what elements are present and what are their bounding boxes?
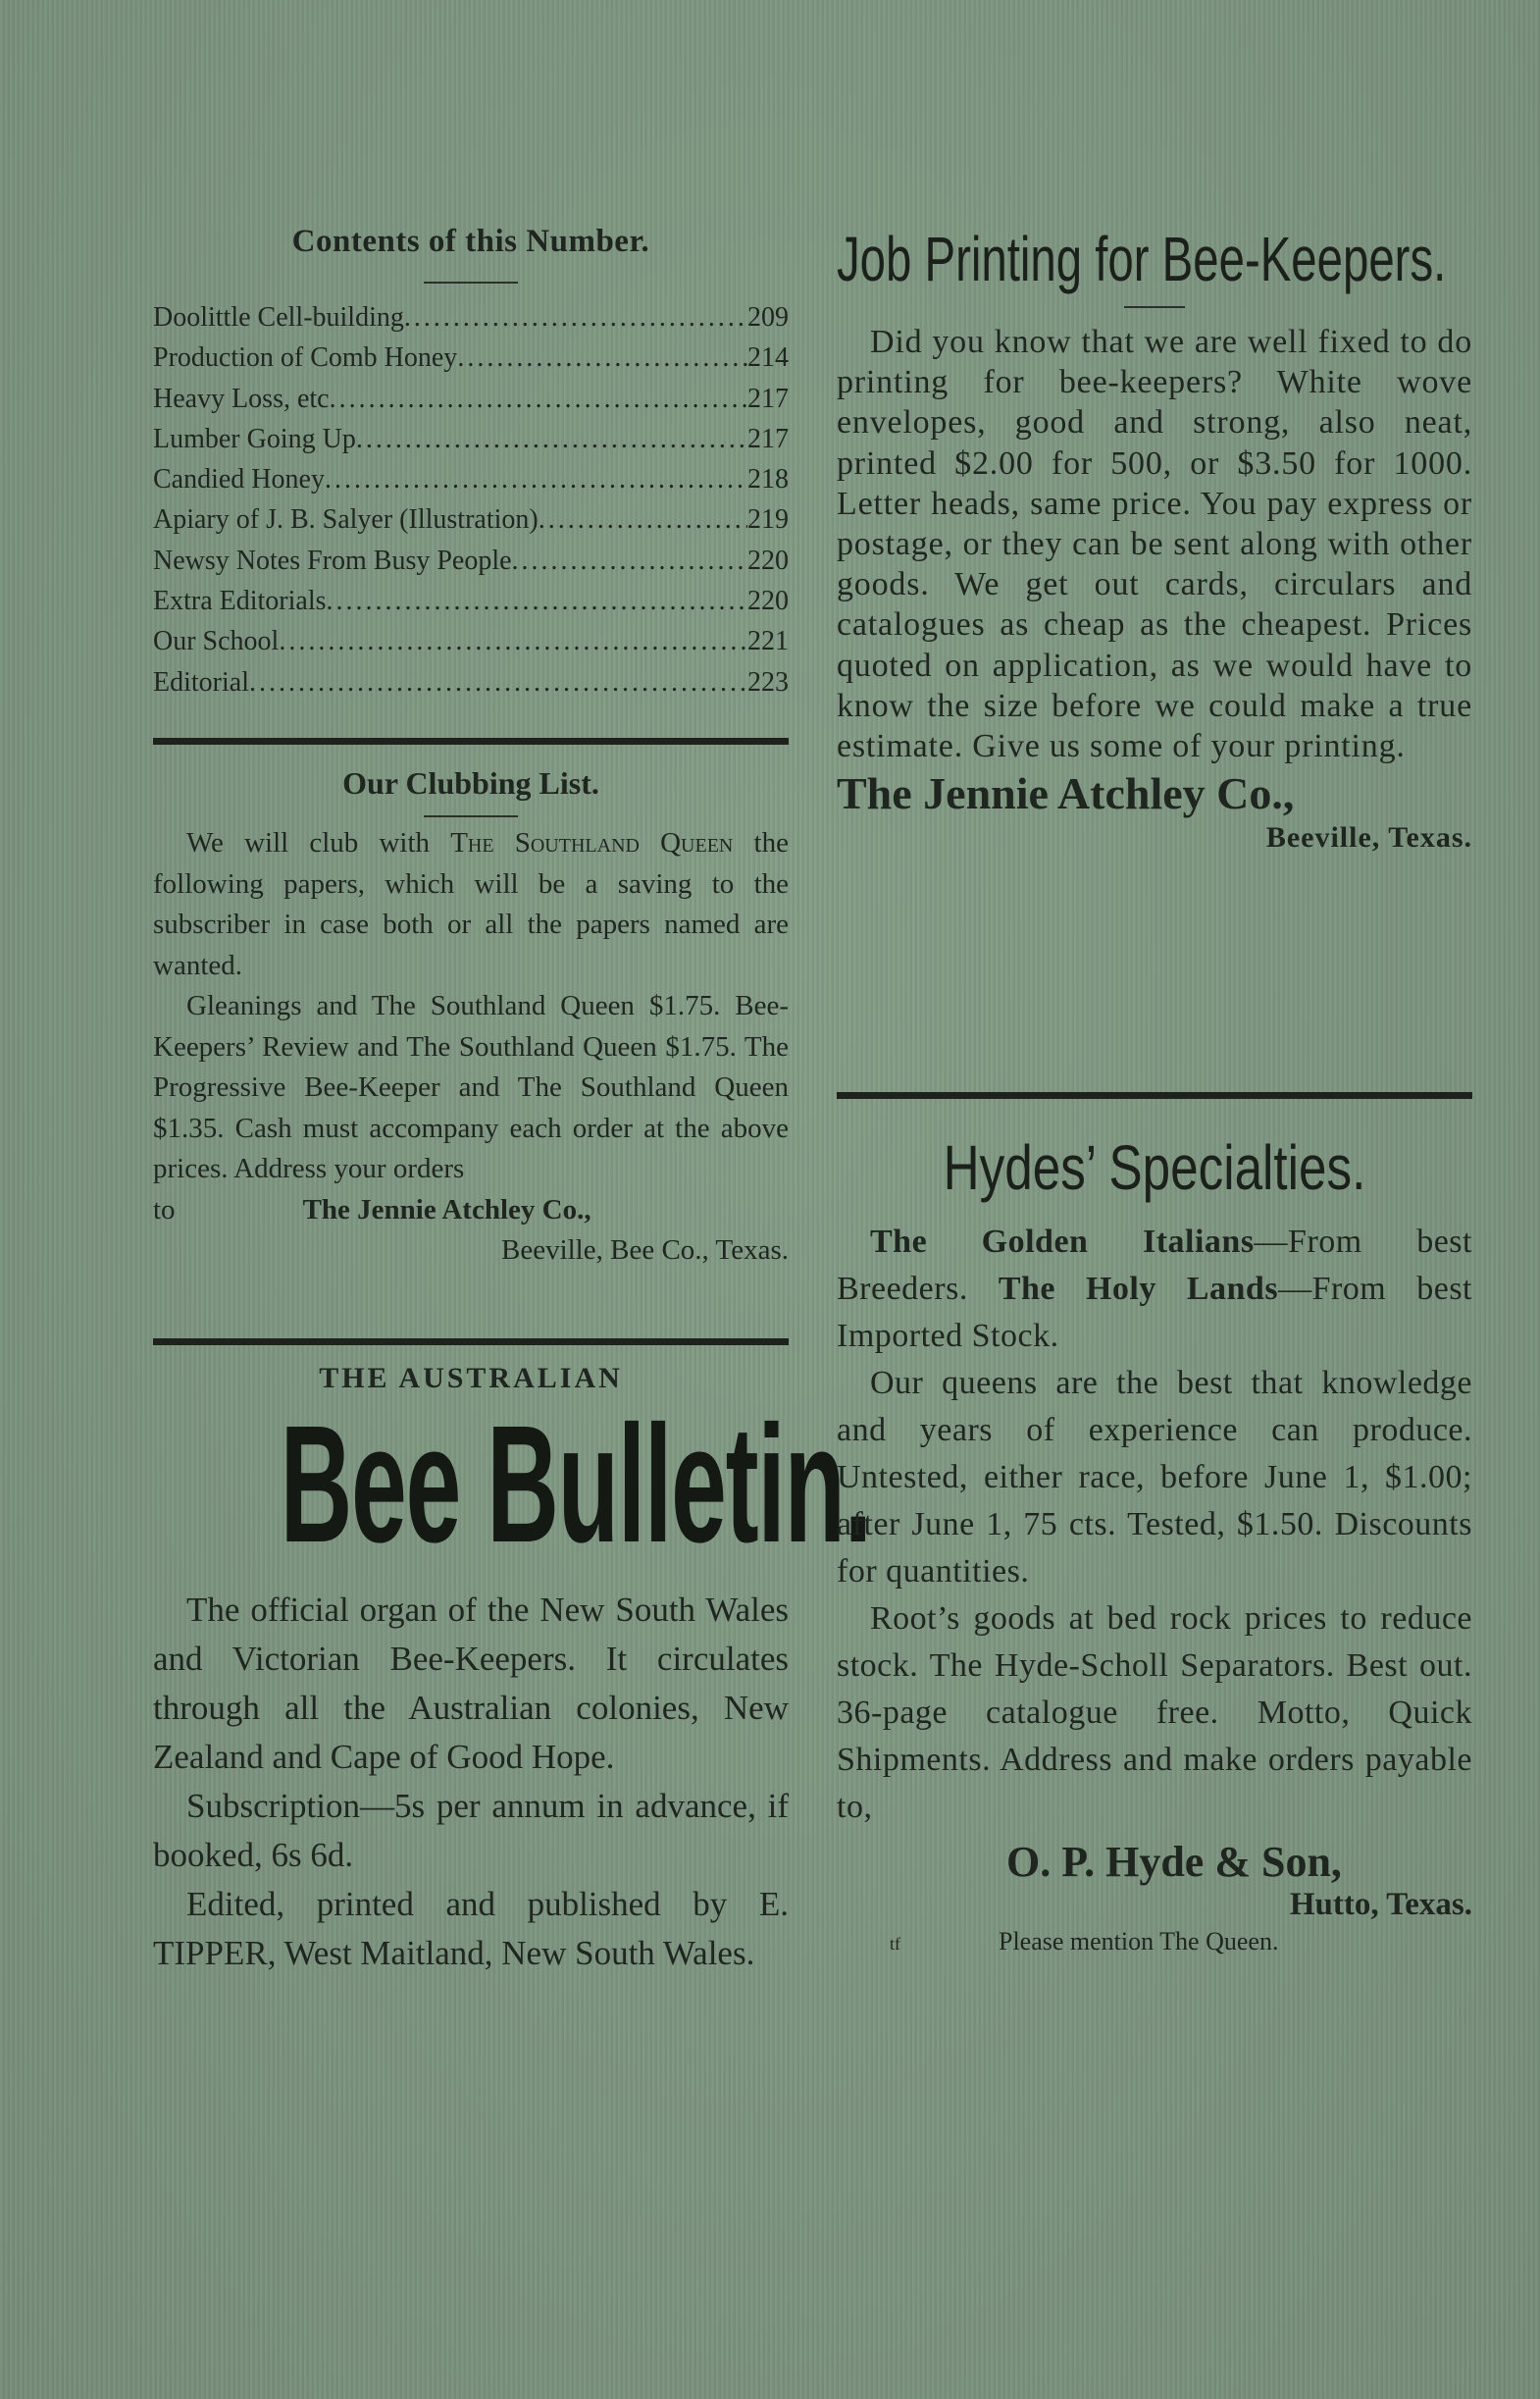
leader-dots (539, 499, 747, 540)
clubbing-to-line (153, 1190, 789, 1231)
contents-item-page: 220 (747, 545, 789, 576)
short-divider (1124, 306, 1185, 308)
contents-list (153, 297, 789, 703)
section-divider (837, 1092, 1472, 1099)
hydes-queens: Our queens are the best that knowledge and years of experience can produce. Untested, either race, before June 1, $1.00; after June 1, 75 cts. Tested, $1.50. Discounts for quantities. (837, 1365, 1472, 1590)
contents-item-page: 209 (747, 302, 789, 333)
job-printing-company: The Jennie Atchley Co., (837, 768, 1295, 819)
contents-row (153, 419, 789, 459)
leader-dots (512, 541, 747, 581)
contents-item-page: 217 (747, 423, 789, 454)
mention-note: Please mention The Queen. (999, 1927, 1279, 1956)
australian-description: The official organ of the New South Wales and Victorian Bee-Keepers. It circulates through all the Australian colonies, New Zealand and Cape of Good Hope. (153, 1591, 789, 1776)
contents-item-page: 218 (747, 464, 789, 495)
contents-item-label: Heavy Loss, etc (153, 383, 330, 414)
contents-row (153, 581, 789, 621)
australian-section (153, 1362, 871, 1978)
hydes-goods: Root’s goods at bed rock prices to reduce stock. The Hyde-Scholl Separators. Best out. 36-page catalogue free. Motto, Quick Shipments. Address and make orders payable to, (837, 1600, 1472, 1825)
job-printing-location: Beeville, Texas. (1265, 821, 1472, 855)
hydes-section (837, 1132, 1473, 1956)
contents-row (153, 379, 789, 419)
contents-item-label: Production of Comb Honey (153, 342, 458, 374)
contents-row (153, 499, 789, 540)
contents-item-page: 223 (747, 666, 789, 698)
contents-section (153, 224, 789, 703)
australian-kicker: THE AUSTRALIAN (319, 1362, 623, 1394)
leader-dots (330, 379, 747, 419)
to-word: to (153, 1193, 176, 1226)
clubbing-section (153, 765, 789, 1272)
golden-italians: The Golden Italians (870, 1224, 1255, 1260)
leader-dots (249, 662, 747, 703)
holy-lands: The Holy Lands (998, 1271, 1279, 1307)
hydes-company: O. P. Hyde & Son, (1006, 1838, 1342, 1886)
contents-item-label: Extra Editorials (153, 586, 327, 617)
contents-item-page: 221 (747, 626, 789, 657)
contents-row (153, 338, 789, 378)
contents-item-label: Editorial (153, 666, 249, 698)
section-divider (153, 1338, 789, 1345)
job-printing-title: Job Printing for Bee-Keepers. (837, 224, 1447, 294)
clubbing-address: Beeville, Bee Co., Texas. (500, 1234, 789, 1266)
clubbing-prices: Gleanings and The Southland Queen $1.75. Bee-Keepers’ Review and The Southland Queen $1.75. The Progressive Bee-Keeper and The Southland Queen $1.35. Cash must accompany each order at the above prices. Address your orders (153, 990, 789, 1184)
clubbing-intro-text-2: the following papers, which will be a saving to the subscriber in case both or all the papers named are wanted. (153, 827, 789, 981)
contents-item-label: Newsy Notes From Busy People (153, 545, 512, 576)
contents-item-label: Our School (153, 626, 280, 657)
short-divider (424, 282, 518, 284)
australian-subscription: Subscription—5s per annum in advance, if booked, 6s 6d. (153, 1787, 789, 1874)
hydes-location: Hutto, Texas. (1289, 1887, 1472, 1922)
short-divider (424, 815, 518, 817)
leader-dots (356, 419, 747, 459)
contents-item-label: Lumber Going Up (153, 423, 356, 454)
hydes-breeds (837, 1219, 1472, 1360)
job-printing-body: Did you know that we are well fixed to do printing for bee-keepers? White wove envelopes, good and strong, also neat, printed $2.00 for 500, or $3.50 for 1000. Letter heads, same price. You pay express or postage, or they can be sent along with other goods. We get out cards, circulars and catalogues as cheap as the cheapest. Prices quoted on application, as we would have to know the size before we could make a true estimate. Give us some of your printing. (837, 324, 1472, 765)
golden-italians-desc: —From best Breeders. (837, 1224, 1472, 1307)
clubbing-company: The Jennie Atchley Co., (302, 1193, 591, 1226)
contents-row (153, 662, 789, 703)
leader-dots (327, 581, 747, 621)
contents-item-label: Candied Honey (153, 464, 325, 495)
contents-row (153, 459, 789, 499)
contents-item-page: 214 (747, 342, 789, 374)
holy-lands-desc: —From best Imported Stock. (837, 1271, 1473, 1354)
southland-queen-name: The Southland Queen (450, 827, 734, 859)
leader-dots (279, 621, 747, 661)
job-printing-section (837, 224, 1472, 855)
contents-item-page: 219 (747, 504, 789, 536)
contents-row (153, 297, 789, 338)
clubbing-intro-text: We will club with (186, 827, 451, 859)
contents-row (153, 621, 789, 661)
contents-item-label: Doolittle Cell-building (153, 302, 404, 333)
hydes-footer (837, 1927, 1472, 1956)
contents-item-page: 217 (747, 383, 789, 414)
leader-dots (325, 459, 747, 499)
contents-row (153, 541, 789, 581)
clubbing-title: Our Clubbing List. (342, 765, 599, 801)
leader-dots (404, 297, 747, 338)
leader-dots (457, 338, 747, 378)
australian-publisher: Edited, printed and published by E. TIPPER, West Maitland, New South Wales. (153, 1885, 789, 1972)
tf-mark: tf (890, 1934, 900, 1954)
bee-bulletin-title: Bee Bulletin. (280, 1391, 871, 1578)
clubbing-intro (153, 823, 789, 986)
section-divider (153, 738, 789, 745)
contents-title: Contents of this Number. (291, 224, 650, 259)
contents-item-label: Apiary of J. B. Salyer (Illustration) (153, 504, 539, 536)
hydes-title: Hydes’ Specialties. (943, 1132, 1366, 1203)
contents-item-page: 220 (747, 586, 789, 617)
